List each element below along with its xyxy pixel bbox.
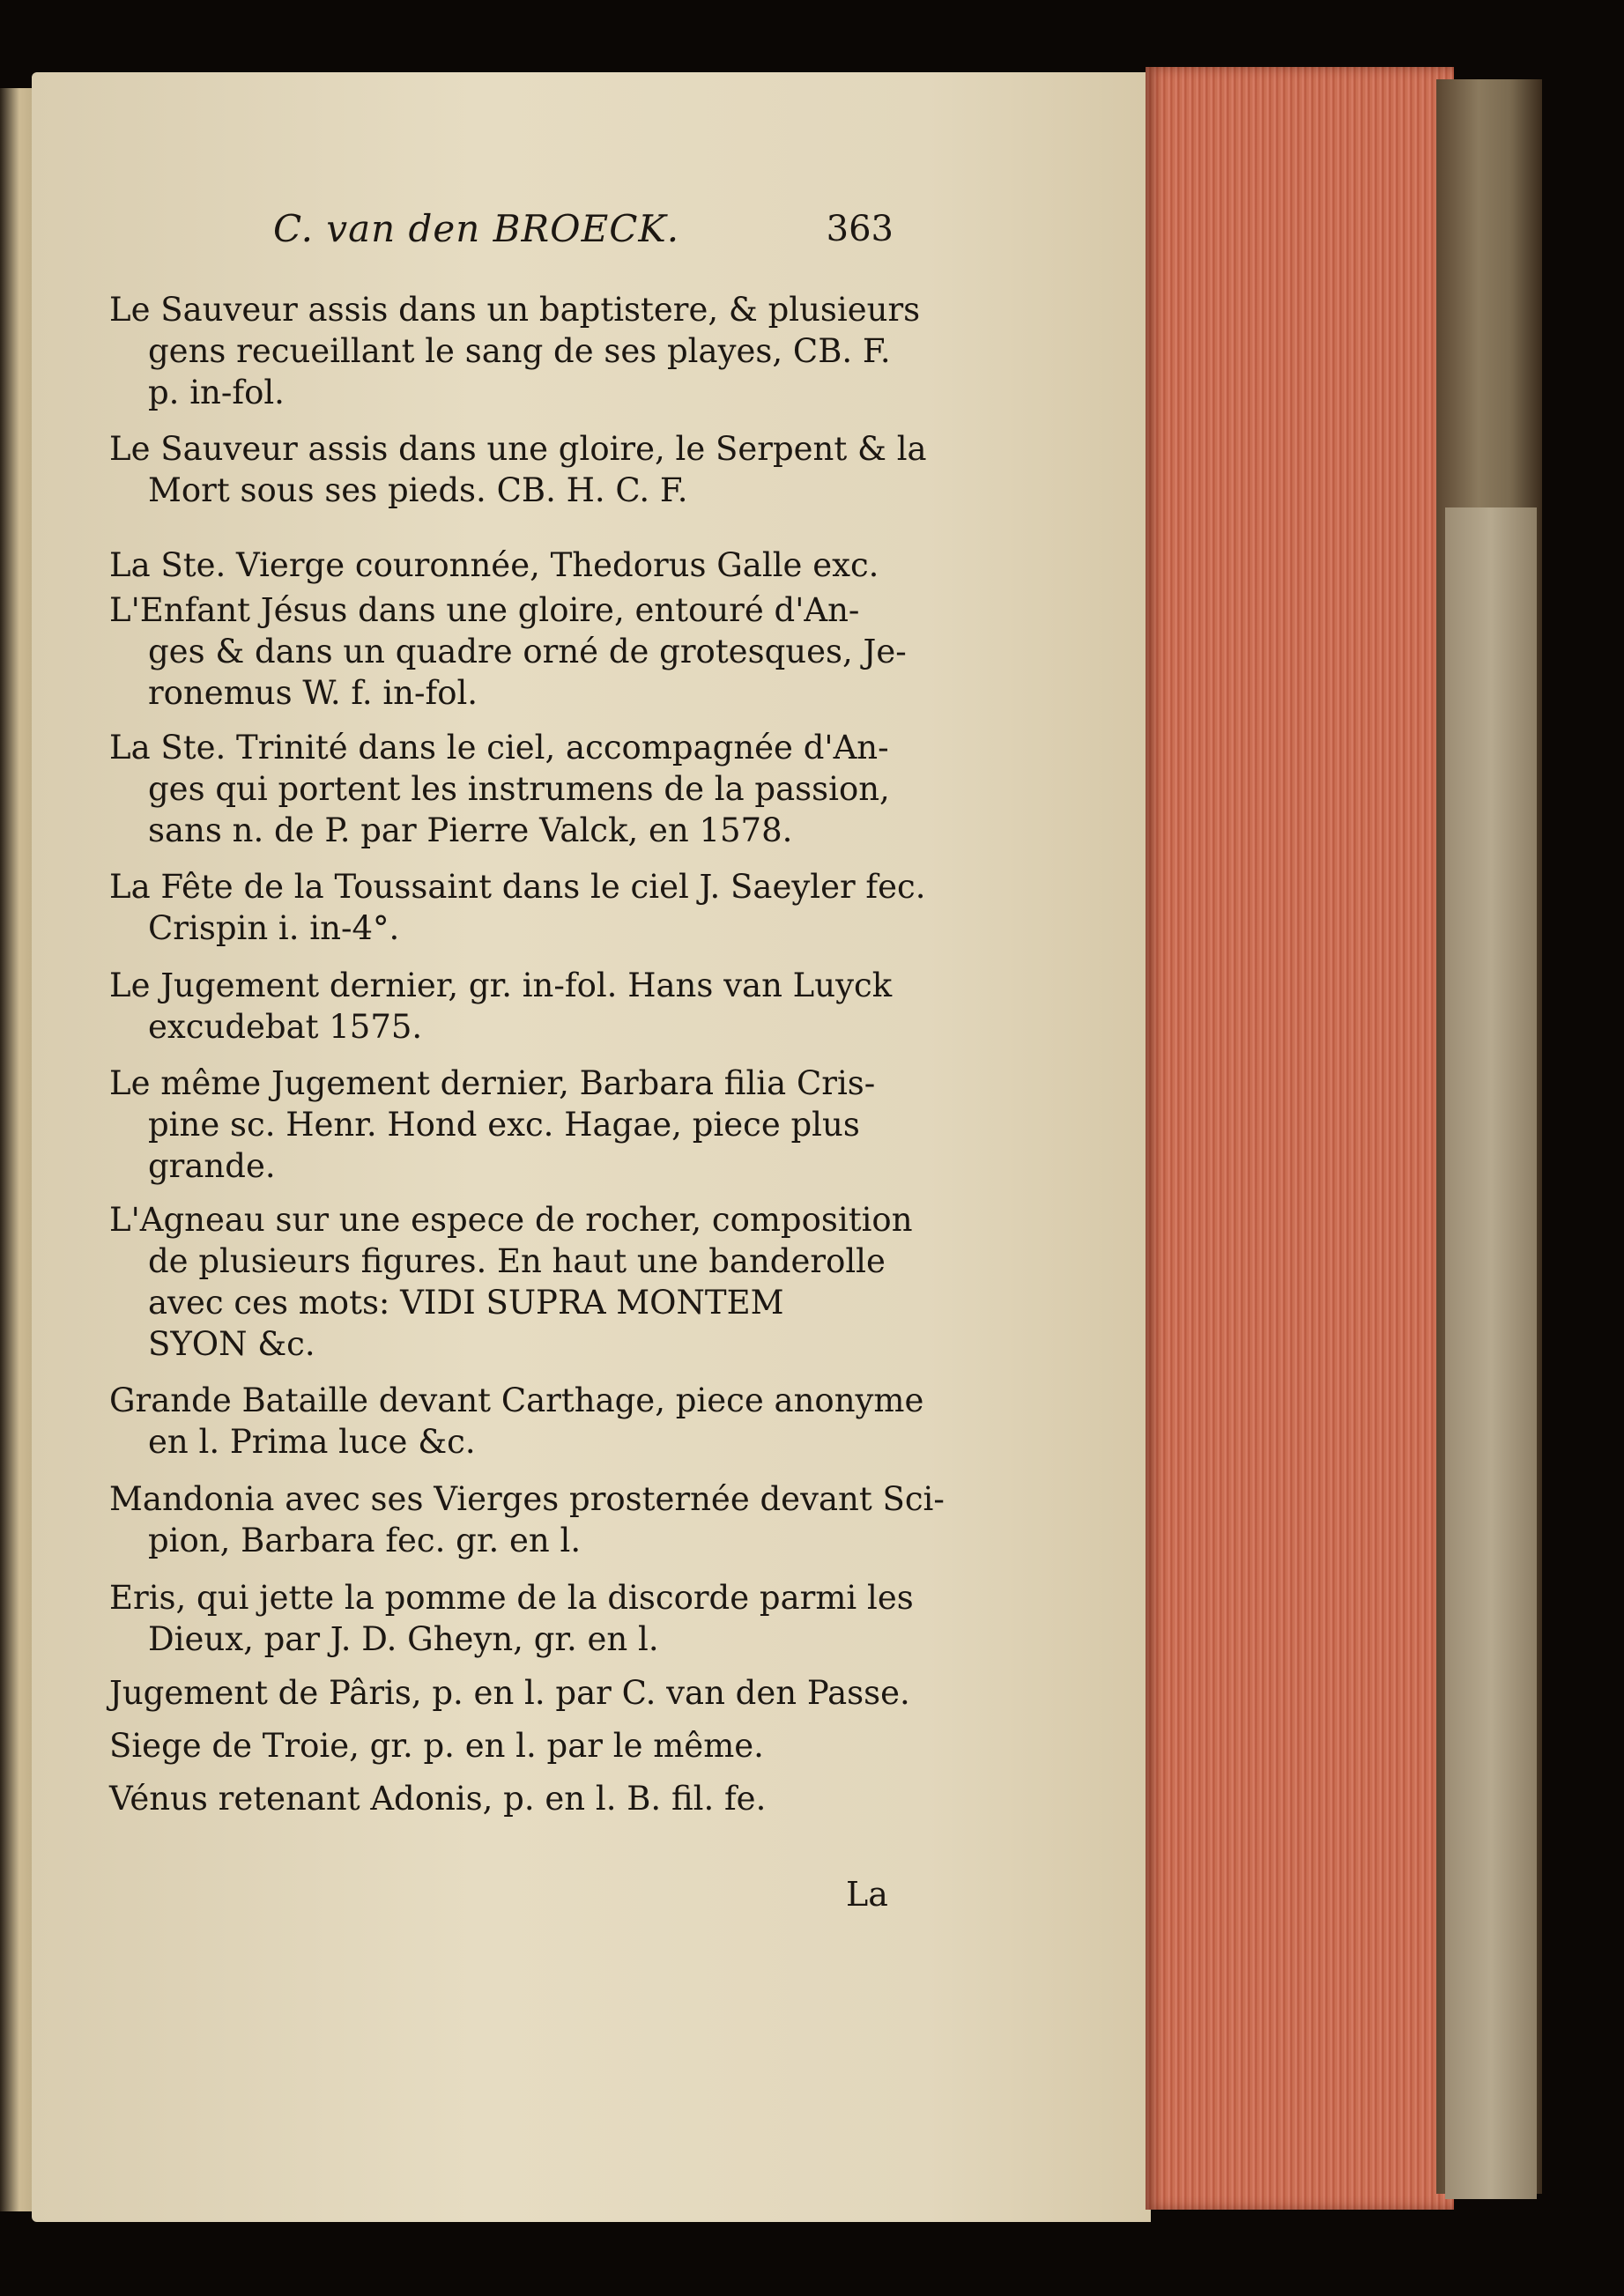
entry-11 — [109, 1478, 945, 1561]
entry-line: Grande Bataille devant Carthage, piece anonyme — [109, 1381, 924, 1419]
entry-15 — [109, 1778, 894, 1819]
entry-9 — [109, 1199, 913, 1365]
entry-line: L'Agneau sur une espece de rocher, composition — [109, 1201, 913, 1239]
facing-page-edge — [0, 88, 35, 2211]
entry-line: Le Sauveur assis dans une gloire, le Serpent & la — [109, 430, 927, 468]
running-head: C. van den BROECK. — [273, 207, 680, 250]
entry-line: Le Jugement dernier, gr. in-fol. Hans van Luyck — [109, 967, 893, 1004]
entry-line: La Ste. Trinité dans le ciel, accompagnée d'An- — [109, 729, 889, 767]
entry-7 — [109, 965, 894, 1048]
entry-line: p. in-fol. — [148, 374, 285, 411]
entry-line: grande. — [148, 1147, 276, 1185]
entry-10 — [109, 1380, 924, 1463]
page-header — [273, 207, 894, 260]
entry-line: avec ces mots: VIDI SUPRA MONTEM — [148, 1284, 784, 1322]
entry-line: pion, Barbara fec. gr. en l. — [148, 1522, 582, 1559]
entry-14 — [109, 1725, 894, 1766]
entry-line: Eris, qui jette la pomme de la discorde parmi les — [109, 1579, 914, 1617]
entry-line: excudebat 1575. — [148, 1008, 423, 1046]
page-number: 363 — [826, 209, 894, 249]
entry-13 — [109, 1672, 910, 1714]
catchword: La — [846, 1875, 888, 1914]
entry-line: Crispin i. in-4°. — [148, 909, 400, 947]
entry-line: Dieux, par J. D. Gheyn, gr. en l. — [148, 1620, 659, 1658]
entry-12 — [109, 1577, 914, 1660]
entry-6 — [109, 866, 926, 949]
entry-line: L'Enfant Jésus dans une gloire, entouré d'An- — [109, 591, 860, 629]
entry-line: Le même Jugement dernier, Barbara filia Cris- — [109, 1064, 876, 1102]
cover-board — [1445, 507, 1537, 2199]
entry-5 — [109, 727, 894, 851]
entry-line: SYON &c. — [148, 1325, 315, 1363]
entry-line: ronemus W. f. in-fol. — [148, 674, 478, 712]
entry-8 — [109, 1063, 894, 1187]
entry-line: gens recueillant le sang de ses playes, CB. F. — [148, 332, 891, 370]
page-block-red-edge — [1146, 67, 1454, 2210]
entry-line: Jugement de Pâris, p. en l. par C. van den Passe. — [109, 1674, 910, 1712]
entry-line: Le Sauveur assis dans un baptistere, & plusieurs — [109, 291, 921, 329]
entry-line: Mort sous ses pieds. CB. H. C. F. — [148, 471, 688, 509]
entry-line: Siege de Troie, gr. p. en l. par le même. — [109, 1727, 764, 1765]
entry-4 — [109, 589, 907, 714]
entry-line: Mandonia avec ses Vierges prosternée devant Sci- — [109, 1480, 945, 1518]
entry-line: ges & dans un quadre orné de grotesques, Je- — [148, 633, 907, 670]
entry-line: pine sc. Henr. Hond exc. Hagae, piece plus — [148, 1106, 860, 1144]
entry-line: en l. Prima luce &c. — [148, 1423, 476, 1461]
entry-2 — [109, 428, 927, 511]
entry-line: La Ste. Vierge couronnée, Thedorus Galle exc. — [109, 546, 879, 584]
entry-3 — [109, 544, 894, 586]
entry-line: de plusieurs figures. En haut une banderolle — [148, 1242, 886, 1280]
entry-1 — [109, 289, 921, 413]
entry-line: ges qui portent les instrumens de la passion, — [148, 770, 890, 808]
entry-line: Vénus retenant Adonis, p. en l. B. fil. fe. — [109, 1780, 767, 1818]
entry-line: La Fête de la Toussaint dans le ciel J. Saeyler fec. — [109, 868, 926, 906]
entry-line: sans n. de P. par Pierre Valck, en 1578. — [148, 811, 793, 849]
